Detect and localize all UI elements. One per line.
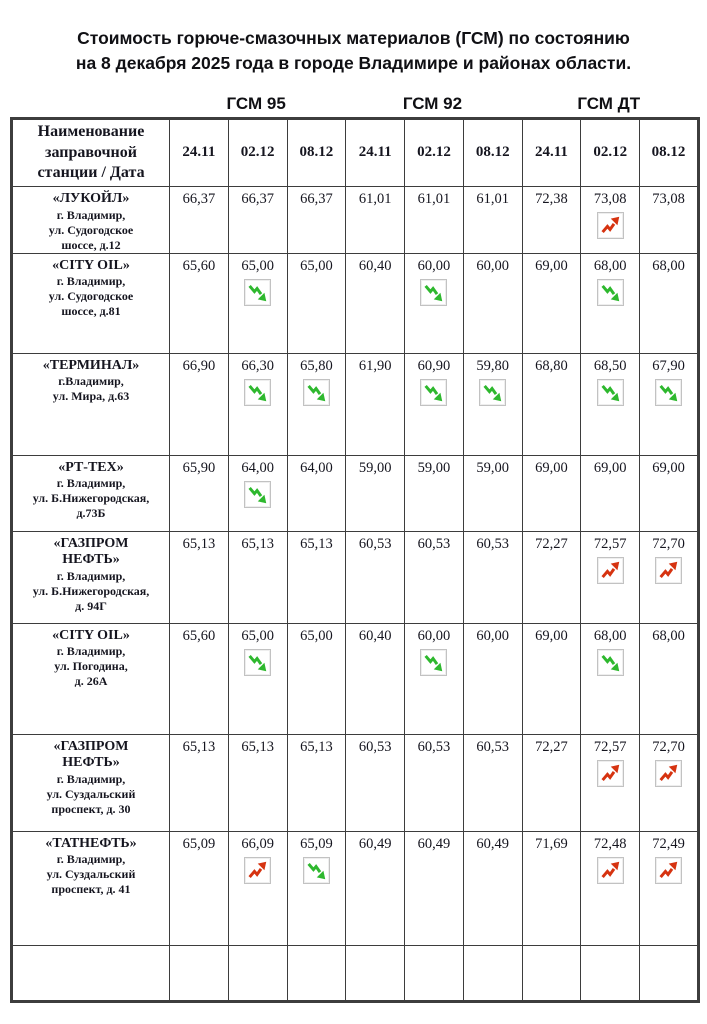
date-header-1-1: 02.12 [405, 118, 464, 186]
price-value: 66,37 [241, 191, 274, 208]
trend-down-icon [420, 279, 447, 306]
date-header-2-2: 08.12 [640, 118, 699, 186]
price-value: 72,70 [652, 535, 685, 552]
price-value: 60,40 [358, 257, 392, 274]
price-value: 68,00 [593, 257, 627, 274]
price-value: 65,00 [300, 627, 333, 644]
fuel-group-gsm-92: ГСМ 92 [402, 93, 463, 113]
station-column-header [12, 118, 170, 186]
price-value: 60,53 [476, 535, 510, 552]
price-cell [405, 531, 464, 623]
price-cell [170, 455, 229, 531]
price-cell [640, 353, 699, 455]
station-address-line: шоссе, д.12 [61, 237, 121, 252]
station-address-line: ул. Суздальский [46, 786, 136, 801]
price-cell [640, 455, 699, 531]
price-value: 64,00 [300, 459, 333, 476]
price-value: 73,08 [593, 191, 627, 208]
station-name: НЕФТЬ» [62, 552, 120, 568]
table-row [12, 353, 699, 455]
price-value: 72,57 [593, 535, 627, 552]
empty-cell [12, 945, 170, 1001]
empty-cell [405, 945, 464, 1001]
station-address-line: г. Владимир, [56, 852, 126, 867]
price-cell [228, 353, 287, 455]
table-row [12, 455, 699, 531]
date-header-0-1: 02.12 [228, 118, 287, 186]
table-row [12, 831, 699, 945]
price-cell [170, 187, 229, 254]
price-value: 69,00 [535, 459, 568, 476]
table-row [12, 734, 699, 831]
date-header-0-0: 24.11 [170, 118, 229, 186]
empty-row [12, 945, 699, 1001]
price-value: 65,13 [241, 535, 274, 552]
price-value: 65,09 [182, 835, 216, 852]
price-value: 60,00 [417, 627, 451, 644]
price-cell [640, 531, 699, 623]
price-cell [522, 455, 581, 531]
price-cell [405, 831, 464, 945]
price-cell [287, 253, 346, 353]
price-value: 60,40 [358, 627, 392, 644]
trend-down-icon [597, 279, 624, 306]
price-cell [463, 623, 522, 734]
station-info-cell [12, 831, 170, 945]
price-cell [581, 831, 640, 945]
trend-down-icon [597, 379, 624, 406]
price-cell [346, 353, 405, 455]
price-cell [522, 734, 581, 831]
price-value: 66,30 [241, 357, 274, 374]
price-value: 64,00 [241, 459, 274, 476]
price-cell [405, 353, 464, 455]
trend-up-icon [655, 857, 682, 884]
price-cell [287, 831, 346, 945]
price-cell [640, 253, 699, 353]
station-info-cell [12, 455, 170, 531]
price-value: 59,80 [476, 357, 510, 374]
price-value: 65,13 [182, 738, 216, 755]
price-cell [581, 455, 640, 531]
table-row [12, 531, 699, 623]
price-cell [581, 531, 640, 623]
station-address-line: ул. Б.Нижегородская, [32, 491, 150, 506]
price-value: 60,53 [358, 738, 392, 755]
price-cell [522, 831, 581, 945]
price-value: 65,13 [300, 535, 333, 552]
date-header-2-0: 24.11 [522, 118, 581, 186]
trend-down-icon [420, 379, 447, 406]
price-cell [287, 734, 346, 831]
price-cell [463, 455, 522, 531]
table-row [12, 623, 699, 734]
trend-up-icon [655, 557, 682, 584]
price-cell [170, 734, 229, 831]
price-value: 60,53 [417, 738, 451, 755]
empty-cell [287, 945, 346, 1001]
price-value: 61,01 [476, 191, 510, 208]
station-info-cell [12, 623, 170, 734]
price-cell [522, 253, 581, 353]
station-column-header-line: Наименование [37, 122, 145, 140]
price-cell [463, 353, 522, 455]
trend-down-icon [244, 481, 271, 508]
price-value: 65,13 [182, 535, 216, 552]
trend-up-icon [597, 857, 624, 884]
station-address-line: ул. Судогодское [48, 289, 134, 304]
trend-up-icon [597, 557, 624, 584]
station-name: «ТЕРМИНАЛ» [42, 357, 140, 373]
price-cell [405, 253, 464, 353]
price-value: 65,00 [241, 627, 274, 644]
price-cell [287, 531, 346, 623]
station-name: «РТ-ТЕХ» [58, 459, 124, 475]
station-address-line: ул. Б.Нижегородская, [32, 583, 150, 598]
price-value: 66,37 [300, 191, 333, 208]
price-value: 60,00 [417, 257, 451, 274]
price-value: 60,53 [476, 738, 510, 755]
price-value: 69,00 [535, 257, 568, 274]
price-value: 65,13 [300, 738, 333, 755]
station-address-line: проспект, д. 41 [51, 882, 131, 897]
price-cell [405, 734, 464, 831]
price-value: 61,01 [358, 191, 392, 208]
price-cell [346, 253, 405, 353]
price-value: 60,49 [417, 835, 451, 852]
price-cell [640, 734, 699, 831]
station-column-header-line: заправочной [45, 143, 137, 161]
price-value: 72,38 [535, 191, 568, 208]
price-value: 68,80 [535, 357, 568, 374]
price-value: 68,00 [652, 627, 685, 644]
price-value: 69,00 [652, 459, 685, 476]
table-header-row [12, 118, 699, 186]
station-address-line: д. 94Г [75, 598, 107, 613]
station-name: «ЛУКОЙЛ» [52, 191, 130, 207]
price-value: 60,49 [358, 835, 392, 852]
price-value: 59,00 [476, 459, 510, 476]
price-value: 65,13 [241, 738, 274, 755]
price-cell [228, 253, 287, 353]
price-value: 65,00 [241, 257, 274, 274]
station-address-line: ул. Погодина, [54, 659, 128, 674]
price-value: 59,00 [358, 459, 392, 476]
price-value: 60,49 [476, 835, 510, 852]
fuel-group-gsm-95: ГСМ 95 [226, 93, 286, 113]
price-cell [640, 831, 699, 945]
price-cell [170, 831, 229, 945]
price-value: 61,90 [358, 357, 392, 374]
fuel-price-table [10, 117, 700, 1003]
price-cell [228, 455, 287, 531]
price-cell [463, 831, 522, 945]
station-info-cell [12, 353, 170, 455]
price-cell [287, 455, 346, 531]
price-value: 61,01 [417, 191, 451, 208]
price-value: 68,00 [593, 627, 627, 644]
price-cell [170, 253, 229, 353]
price-value: 59,00 [417, 459, 451, 476]
price-value: 69,00 [593, 459, 627, 476]
station-address-line: ул. Судогодское [48, 222, 134, 237]
trend-down-icon [244, 279, 271, 306]
station-name: «CITY OIL» [52, 257, 130, 273]
price-cell [287, 623, 346, 734]
price-cell [581, 734, 640, 831]
price-cell [346, 455, 405, 531]
station-address-line: г. Владимир, [56, 274, 126, 289]
station-address-line: ул. Мира, д.63 [52, 389, 130, 404]
price-value: 68,50 [593, 357, 627, 374]
station-name: «ТАТНЕФТЬ» [45, 835, 137, 851]
empty-cell [228, 945, 287, 1001]
price-value: 72,57 [593, 738, 627, 755]
price-cell [463, 187, 522, 254]
station-address-line: г. Владимир, [56, 476, 126, 491]
price-cell [346, 531, 405, 623]
price-value: 66,90 [182, 357, 216, 374]
trend-down-icon [244, 379, 271, 406]
price-cell [581, 253, 640, 353]
date-header-0-2: 08.12 [287, 118, 346, 186]
price-value: 72,49 [652, 835, 685, 852]
station-address-line: г. Владимир, [56, 771, 126, 786]
trend-down-icon [597, 649, 624, 676]
price-value: 71,69 [535, 835, 568, 852]
price-cell [228, 531, 287, 623]
price-value: 65,00 [300, 257, 333, 274]
price-cell [346, 831, 405, 945]
price-value: 72,48 [593, 835, 627, 852]
price-cell [522, 353, 581, 455]
trend-up-icon [597, 212, 624, 239]
station-address-line: г. Владимир, [56, 644, 126, 659]
price-cell [581, 187, 640, 254]
price-value: 60,00 [476, 257, 510, 274]
date-header-1-0: 24.11 [346, 118, 405, 186]
price-cell [405, 623, 464, 734]
price-value: 66,37 [182, 191, 216, 208]
station-name: «ГАЗПРОМ [53, 738, 129, 754]
price-cell [346, 623, 405, 734]
station-column-header-line: станции / Дата [37, 164, 145, 182]
station-address-line: д.73Б [76, 506, 106, 521]
price-cell [581, 353, 640, 455]
price-cell [228, 623, 287, 734]
price-cell [522, 187, 581, 254]
price-value: 65,80 [300, 357, 333, 374]
date-header-1-2: 08.12 [463, 118, 522, 186]
station-address-line: г. Владимир, [56, 568, 126, 583]
empty-cell [170, 945, 229, 1001]
price-cell [640, 623, 699, 734]
trend-down-icon [655, 379, 682, 406]
trend-down-icon [244, 649, 271, 676]
price-value: 60,00 [476, 627, 510, 644]
price-value: 67,90 [652, 357, 685, 374]
price-value: 60,53 [417, 535, 451, 552]
price-cell [463, 531, 522, 623]
price-cell [228, 831, 287, 945]
station-address-line: ул. Суздальский [46, 867, 136, 882]
station-address-line: г. Владимир, [56, 207, 126, 222]
title-line-1: Стоимость горюче-смазочных материалов (ГСМ) по состоянию [77, 28, 630, 48]
fuel-group-gsm-dt: ГСМ ДТ [577, 93, 641, 113]
price-cell [522, 531, 581, 623]
price-cell [463, 253, 522, 353]
station-address-line: проспект, д. 30 [51, 801, 131, 816]
price-cell [346, 187, 405, 254]
price-value: 68,00 [652, 257, 685, 274]
price-cell [228, 734, 287, 831]
station-name: «CITY OIL» [52, 627, 130, 643]
price-value: 65,60 [182, 257, 216, 274]
trend-up-icon [244, 857, 271, 884]
price-cell [170, 353, 229, 455]
station-address-line: д. 26А [74, 674, 108, 689]
station-info-cell [12, 253, 170, 353]
price-value: 72,27 [535, 738, 568, 755]
price-value: 72,70 [652, 738, 685, 755]
price-cell [640, 187, 699, 254]
empty-cell [640, 945, 699, 1001]
price-value: 65,09 [300, 835, 333, 852]
price-cell [228, 187, 287, 254]
price-value: 60,90 [417, 357, 451, 374]
price-value: 73,08 [652, 191, 685, 208]
station-name: «ГАЗПРОМ [53, 535, 129, 551]
station-address-line: г.Владимир, [58, 374, 124, 389]
price-value: 65,60 [182, 627, 216, 644]
station-address-line: шоссе, д.81 [61, 304, 121, 319]
price-cell [287, 187, 346, 254]
price-cell [405, 455, 464, 531]
trend-up-icon [597, 760, 624, 787]
price-cell [463, 734, 522, 831]
empty-cell [581, 945, 640, 1001]
date-header-2-1: 02.12 [581, 118, 640, 186]
empty-cell [346, 945, 405, 1001]
page-title [0, 0, 707, 77]
empty-cell [522, 945, 581, 1001]
station-name: НЕФТЬ» [62, 755, 120, 771]
price-cell [170, 531, 229, 623]
title-line-2: на 8 декабря 2025 года в городе Владимире и районах области. [75, 53, 632, 74]
price-value: 66,09 [241, 835, 274, 852]
price-cell [346, 734, 405, 831]
station-info-cell [12, 187, 170, 254]
table-row [12, 253, 699, 353]
price-value: 65,90 [182, 459, 216, 476]
trend-up-icon [655, 760, 682, 787]
trend-down-icon [479, 379, 506, 406]
station-info-cell [12, 531, 170, 623]
table-row [12, 187, 699, 254]
fuel-group-spacer [10, 94, 168, 114]
price-cell [170, 623, 229, 734]
trend-down-icon [420, 649, 447, 676]
price-cell [581, 623, 640, 734]
price-cell [522, 623, 581, 734]
station-info-cell [12, 734, 170, 831]
price-value: 72,27 [535, 535, 568, 552]
price-value: 69,00 [535, 627, 568, 644]
price-cell [287, 353, 346, 455]
trend-down-icon [303, 379, 330, 406]
price-cell [405, 187, 464, 254]
empty-cell [463, 945, 522, 1001]
fuel-group-headers [10, 94, 707, 114]
price-value: 60,53 [358, 535, 392, 552]
trend-down-icon [303, 857, 330, 884]
